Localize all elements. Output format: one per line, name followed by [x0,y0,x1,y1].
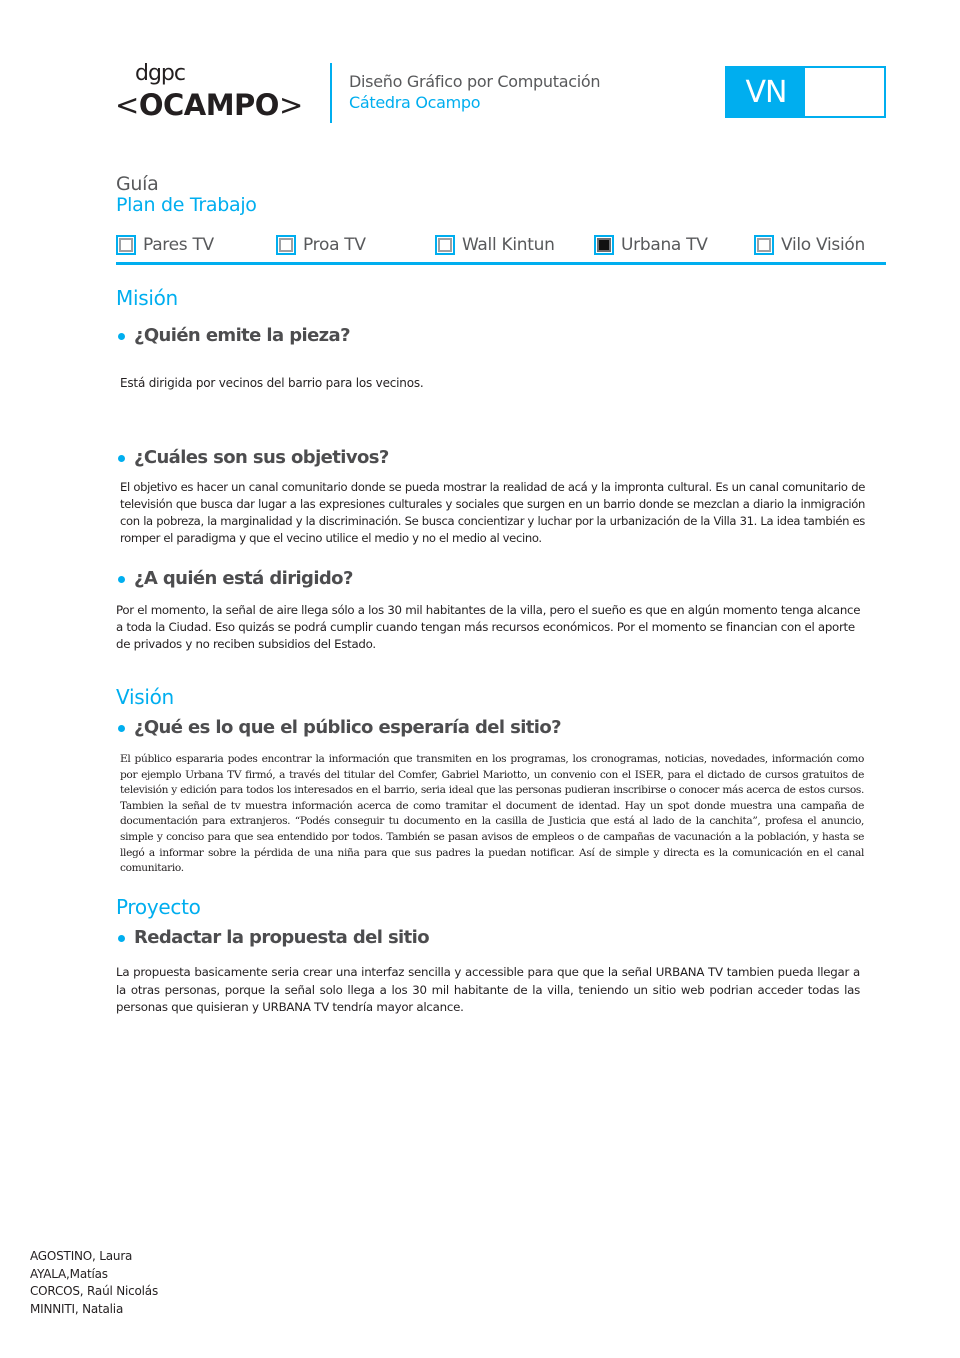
author-name: AGOSTINO, Laura [30,1249,133,1263]
option-label: Urbana TV [621,235,708,255]
options-divider [116,262,886,265]
vision-answer-1: El público espararia podes encontrar la información que transmiten en los programas, los cronogramas, noticias, novedades, información como por ejemplo Urbana TV firmó, a través del titular del Comfer, Gabriel Mariotto, un convenio con el ISER, para el dictado de cursos gratuitos de televisión y edición para todos los interesados en el barrio, seria ideal que las personas pudieran inscribirse o conocer más acerca de estos cursos. Tambien la señal de tv muestra información acerca de como tramitar el document de identad. Hay un spot donde muestra una campaña de documentación para extranjeros. “Podés conseguir tu documento en la casilla de Justicia que está al lado de la canchita”, profesa el anuncio, simple y conciso para que sea entendido por todos. También se pasan avisos de empleos o de campañas de vacunación a la población, y hasta se llegó a informar sobre la pérdida de una niña para que sus padres la puedan notificar. Así de simple y directa es la comunicación en el canal comunitario. [120,753,864,875]
channel-options [116,233,886,257]
question-text: ¿Qué es lo que el público esperaría del sitio? [134,717,561,738]
section-mission-title: Misión [116,286,178,310]
mission-question-2 [116,446,389,470]
checkbox-icon[interactable] [435,235,455,255]
authors-list [30,1248,158,1318]
bullet-icon [118,725,125,732]
vn-badge-blank [805,68,884,116]
vn-badge-label: VN [727,68,805,116]
bullet-icon [118,576,125,583]
bullet-icon [118,455,125,462]
logo-dgpc-text: dgpc [135,61,185,86]
option-proa-tv[interactable] [276,233,366,257]
question-text: ¿A quién está dirigido? [134,568,353,589]
option-label: Pares TV [143,235,214,255]
course-subtitle: Cátedra Ocampo [349,93,481,112]
checkbox-checked-icon[interactable] [594,235,614,255]
checkbox-icon[interactable] [276,235,296,255]
header-divider [330,63,332,123]
checkbox-icon[interactable] [116,235,136,255]
logo-left-bracket: < [115,88,139,122]
option-pares-tv[interactable] [116,233,214,257]
author-name: MINNITI, Natalia [30,1301,124,1316]
question-text: ¿Quién emite la pieza? [134,325,350,346]
project-question-1 [116,926,429,950]
author-name: CORCOS, Raúl Nicolás [30,1284,159,1298]
logo-ocampo-word: OCAMPO [138,88,279,122]
logo-ocampo-text [115,88,303,122]
bullet-icon [118,935,125,942]
mission-answer-3: Por el momento, la señal de aire llega sólo a los 30 mil habitantes de la villa, pero el sueño es que en algún momento tenga alcance a toda la Ciudad. Eso quizás se podrá cumplir cuando tengan más recursos económicos. Por el momento se financian con el aporte de privados y no reciben subsidios del Estado. [116,603,861,651]
option-urbana-tv[interactable] [594,233,708,257]
checkbox-icon[interactable] [754,235,774,255]
project-answer-1: La propuesta basicamente seria crear una interfaz sencilla y accessible para que que la señal URBANA TV tambien pueda llegar a la otras personas, porque la señal solo llega a los 30 mil habitante de la villa, teniendo un sitio web podrian acceder todas las personas que quisieran y URBANA TV tendría mayor alcance. [116,965,860,1014]
option-label: Wall Kintun [462,235,555,255]
option-label: Vilo Visión [781,235,865,255]
question-text: ¿Cuáles son sus objetivos? [134,447,389,468]
dgpc-ocampo-logo [115,62,320,126]
logo-right-bracket: > [278,88,303,122]
question-text: Redactar la propuesta del sitio [134,927,429,948]
guide-label: Guía [116,173,159,195]
option-vilo-vision[interactable] [754,233,865,257]
option-wall-kintun[interactable] [435,233,555,257]
author-name: AYALA,Matías [30,1266,108,1281]
mission-answer-1: Está dirigida por vecinos del barrio para los vecinos. [120,376,424,390]
guide-title: Plan de Trabajo [116,194,257,216]
option-label: Proa TV [303,235,366,255]
course-title: Diseño Gráfico por Computación [349,72,601,91]
section-project-title: Proyecto [116,895,201,919]
section-vision-title: Visión [116,685,174,709]
bullet-icon [118,333,125,340]
vn-badge [725,66,886,118]
mission-question-1 [116,324,350,348]
mission-question-3 [116,567,353,591]
vision-question-1 [116,716,561,740]
mission-answer-2: El objetivo es hacer un canal comunitario donde se pueda mostrar la realidad de acá y la impronta cultural. Es un canal comunitario de televisión que busca dar lugar a las expresiones culturales y sociales que surgen en un barrio donde se mezclan a diario la inmigración con la pobreza, la marginalidad y la discriminación. Se busca concientizar y luchar por la urbanización de la Villa 31. La idea también es romper el paradigma y que el vecino utilice el medio y no el medio al vecino. [120,480,865,545]
